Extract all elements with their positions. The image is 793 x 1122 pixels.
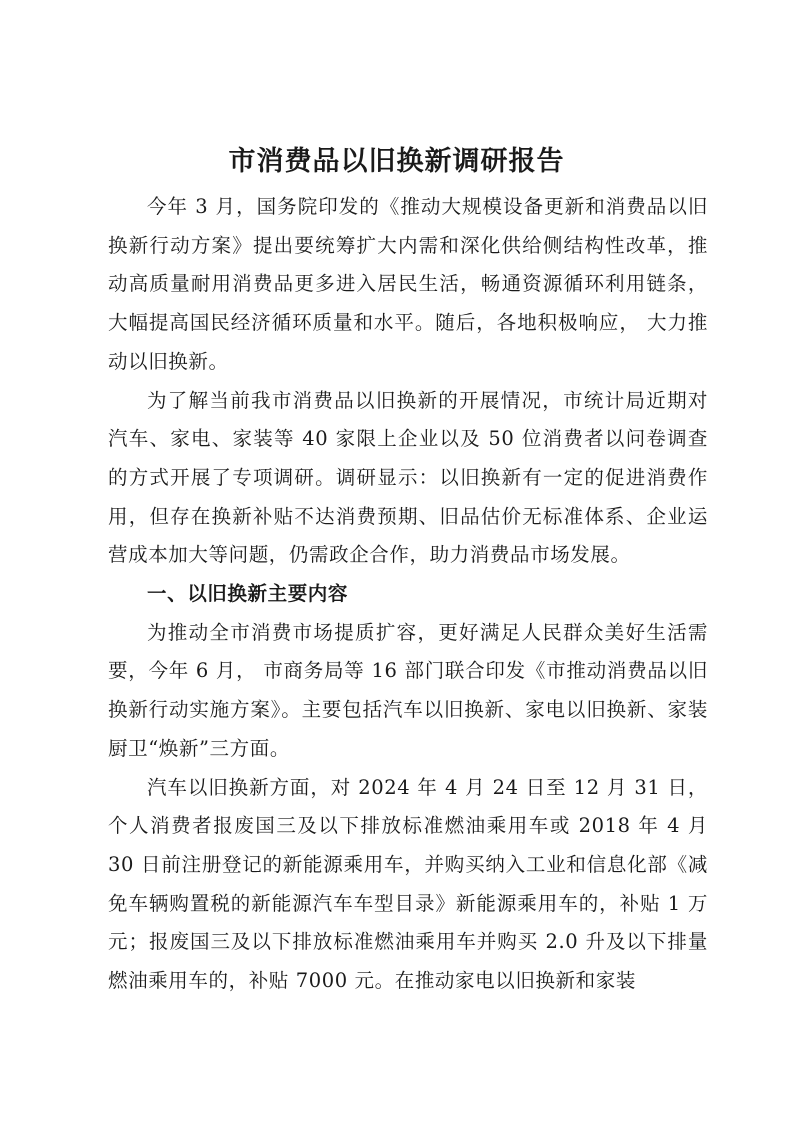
section-1-heading: 一、以旧换新主要内容 [147,582,349,606]
document-title: 市消费品以旧换新调研报告 [228,146,565,177]
section-1-paragraph-2: 汽车以旧换新方面，对 2024 年 4 月 24 日至 12 月 31 日，个人消费者报废国三及以下排放标准燃油乘用车或 2018 年 4 月 30 日前注册登记的新能源乘用车，并购买纳入工业和信息化部《减免车辆购置税的新能源汽车车型目录》新能源乘用车的，补贴 1 万元；报废国三及以下排放标准燃油乘用车并购买 2.0 升及以下排量燃油乘用车的，补贴 7000 元。在推动家电以旧换新和家装 [108,775,708,993]
section-1-paragraph-1: 为推动全市消费市场提质扩容，更好满足人民群众美好生活需要，今年 6 月， 市商务局等 16 部门联合印发《市推动消费品以旧换新行动实施方案》。主要包括汽车以旧换新、家电以旧换新、家装厨卫“焕新”三方面。 [108,620,708,760]
document-body [108,188,708,1001]
intro-paragraph-1: 今年 3 月，国务院印发的《推动大规模设备更新和消费品以旧换新行动方案》提出要统筹扩大内需和深化供给侧结构性改革，推动高质量耐用消费品更多进入居民生活，畅通资源循环利用链条，大幅提高国民经济循环质量和水平。随后，各地积极响应， 大力推动以旧换新。 [108,195,708,373]
intro-paragraph-2: 为了解当前我市消费品以旧换新的开展情况，市统计局近期对汽车、家电、家装等 40 家限上企业以及 50 位消费者以问卷调查的方式开展了专项调研。调研显示：以旧换新有一定的促进消费作用，但存在换新补贴不达消费预期、旧品估价无标准体系、企业运营成本加大等问题，仍需政企合作，助力消费品市场发展。 [108,388,708,567]
